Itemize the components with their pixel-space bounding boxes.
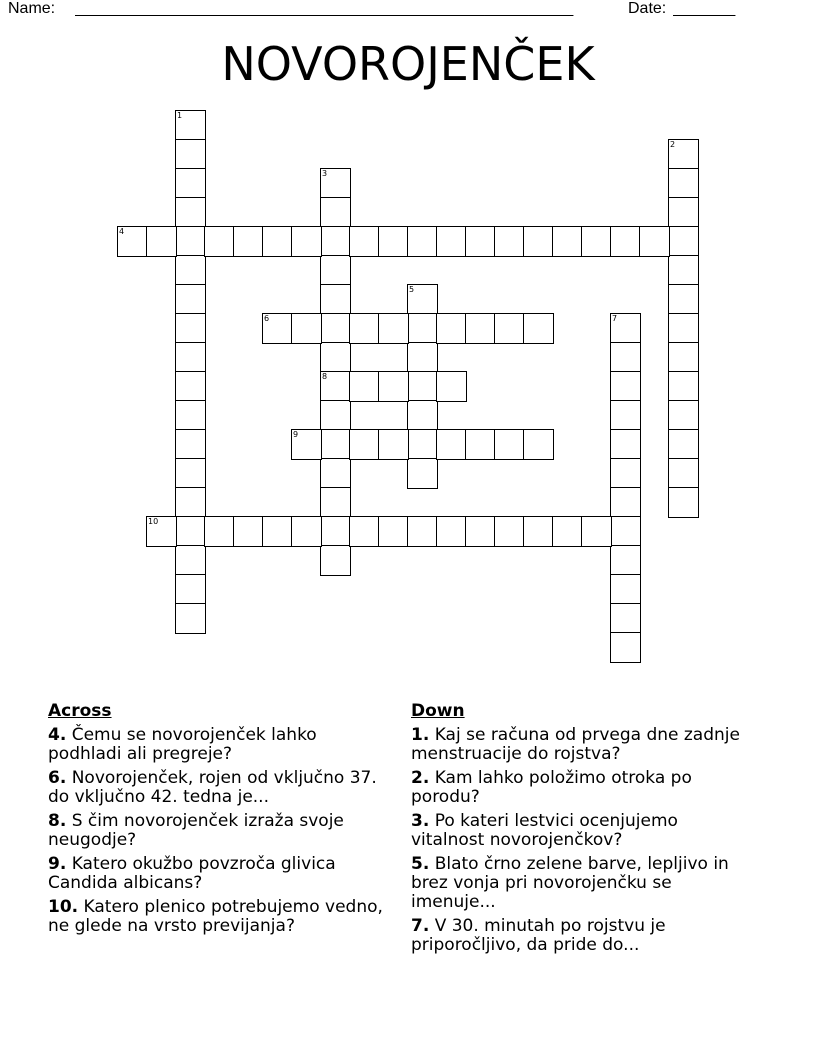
grid-cell[interactable] — [146, 226, 177, 257]
grid-cell[interactable] — [407, 342, 438, 373]
grid-cell[interactable] — [407, 429, 438, 460]
grid-cell[interactable] — [407, 516, 438, 547]
grid-cell[interactable] — [175, 458, 206, 489]
grid-cell[interactable] — [233, 226, 264, 257]
grid-cell[interactable] — [668, 168, 699, 199]
grid-cell[interactable] — [610, 545, 641, 576]
cell-number: 2 — [670, 140, 676, 149]
across-heading: Across — [48, 701, 112, 721]
clue-number: 10. — [48, 897, 79, 917]
grid-cell[interactable] — [668, 197, 699, 228]
cell-number: 1 — [177, 111, 183, 120]
clue-across-10 — [48, 898, 393, 936]
clue-down-3 — [411, 812, 741, 850]
grid-cell[interactable] — [407, 400, 438, 431]
clue-across-8 — [48, 812, 393, 850]
grid-cell[interactable] — [175, 545, 206, 576]
grid-cell[interactable] — [378, 226, 409, 257]
clue-text: V 30. minutah po rojstvu je priporočljivo, da pride do... — [411, 916, 666, 955]
cell-number: 9 — [293, 430, 299, 439]
grid-cell[interactable] — [175, 603, 206, 634]
grid-cell[interactable] — [320, 313, 351, 344]
grid-cell[interactable] — [668, 139, 699, 170]
grid-cell[interactable] — [407, 226, 438, 257]
grid-cell[interactable] — [668, 255, 699, 286]
clue-down-7 — [411, 917, 741, 955]
grid-cell[interactable] — [436, 371, 467, 402]
grid-cell[interactable] — [175, 429, 206, 460]
date-line[interactable]: _______ — [673, 0, 736, 17]
name-line[interactable]: ________________________________________________________ — [75, 0, 574, 17]
grid-cell[interactable] — [175, 371, 206, 402]
grid-cell[interactable] — [610, 632, 641, 663]
grid-cell[interactable] — [639, 226, 670, 257]
clue-number: 3. — [411, 811, 430, 831]
clue-across-6 — [48, 769, 393, 807]
grid-cell[interactable] — [610, 516, 641, 547]
grid-cell[interactable] — [610, 487, 641, 518]
grid-cell[interactable] — [668, 313, 699, 344]
grid-cell[interactable] — [668, 487, 699, 518]
grid-cell[interactable] — [610, 574, 641, 605]
clue-across-4 — [48, 726, 393, 764]
clue-number: 5. — [411, 854, 430, 874]
grid-cell[interactable] — [175, 487, 206, 518]
grid-cell[interactable] — [465, 226, 496, 257]
grid-cell[interactable] — [320, 400, 351, 431]
grid-cell[interactable] — [175, 284, 206, 315]
grid-cell[interactable] — [291, 516, 322, 547]
cell-number: 8 — [322, 372, 328, 381]
grid-cell[interactable] — [523, 226, 554, 257]
clue-text: Katero plenico potrebujemo vedno, ne glede na vrsto previjanja? — [48, 897, 383, 936]
grid-cell[interactable] — [436, 226, 467, 257]
grid-cell[interactable] — [349, 313, 380, 344]
grid-cell[interactable] — [204, 516, 235, 547]
grid-cell[interactable] — [117, 226, 148, 257]
grid-cell[interactable] — [494, 226, 525, 257]
grid-cell[interactable] — [175, 516, 206, 547]
clue-text: Novorojenček, rojen od vključno 37. do vključno 42. tedna je... — [48, 768, 377, 807]
grid-cell[interactable] — [175, 110, 206, 141]
grid-cell[interactable] — [378, 313, 409, 344]
date-label: Date: — [628, 0, 667, 17]
grid-cell[interactable] — [320, 197, 351, 228]
grid-cell[interactable] — [552, 516, 583, 547]
grid-cell[interactable] — [436, 516, 467, 547]
clue-text: Kaj se računa od prvega dne zadnje menstruacije do rojstva? — [411, 725, 740, 764]
grid-cell[interactable] — [407, 458, 438, 489]
grid-cell[interactable] — [378, 516, 409, 547]
grid-cell[interactable] — [581, 226, 612, 257]
clue-down-2 — [411, 769, 741, 807]
grid-cell[interactable] — [523, 313, 554, 344]
grid-cell[interactable] — [262, 226, 293, 257]
grid-cell[interactable] — [610, 458, 641, 489]
grid-cell[interactable] — [523, 429, 554, 460]
grid-cell[interactable] — [494, 516, 525, 547]
grid-cell[interactable] — [494, 429, 525, 460]
clue-number: 6. — [48, 768, 67, 788]
grid-cell[interactable] — [610, 429, 641, 460]
grid-cell[interactable] — [320, 284, 351, 315]
cell-number: 3 — [322, 169, 328, 178]
grid-cell[interactable] — [610, 226, 641, 257]
grid-cell[interactable] — [668, 400, 699, 431]
grid-cell[interactable] — [668, 371, 699, 402]
grid-cell[interactable] — [610, 371, 641, 402]
clue-text: Kam lahko položimo otroka po porodu? — [411, 768, 692, 807]
clue-number: 2. — [411, 768, 430, 788]
grid-cell[interactable] — [668, 342, 699, 373]
cell-number: 5 — [409, 285, 415, 294]
grid-cell[interactable] — [349, 516, 380, 547]
grid-cell[interactable] — [320, 342, 351, 373]
grid-cell[interactable] — [204, 226, 235, 257]
grid-cell[interactable] — [668, 226, 699, 257]
clue-number: 9. — [48, 854, 67, 874]
grid-cell[interactable] — [320, 168, 351, 199]
grid-cell[interactable] — [291, 429, 322, 460]
grid-cell[interactable] — [407, 284, 438, 315]
grid-cell[interactable] — [436, 429, 467, 460]
grid-cell[interactable] — [233, 516, 264, 547]
grid-cell[interactable] — [262, 313, 293, 344]
grid-cell[interactable] — [436, 313, 467, 344]
cell-number: 7 — [612, 314, 618, 323]
grid-cell[interactable] — [320, 255, 351, 286]
across-clues — [48, 702, 393, 941]
clue-number: 7. — [411, 916, 430, 936]
grid-cell[interactable] — [465, 516, 496, 547]
grid-cell[interactable] — [175, 313, 206, 344]
grid-cell[interactable] — [668, 284, 699, 315]
clue-text: Čemu se novorojenček lahko podhladi ali pregreje? — [48, 725, 317, 764]
clue-down-1 — [411, 726, 741, 764]
grid-cell[interactable] — [320, 458, 351, 489]
clue-text: S čim novorojenček izraža svoje neugodje? — [48, 811, 344, 850]
grid-cell[interactable] — [349, 226, 380, 257]
grid-cell[interactable] — [146, 516, 177, 547]
grid-cell[interactable] — [407, 371, 438, 402]
down-heading: Down — [411, 701, 465, 721]
grid-cell[interactable] — [175, 342, 206, 373]
grid-cell[interactable] — [378, 371, 409, 402]
grid-cell[interactable] — [494, 313, 525, 344]
grid-cell[interactable] — [175, 400, 206, 431]
grid-cell[interactable] — [523, 516, 554, 547]
grid-cell[interactable] — [320, 487, 351, 518]
grid-cell[interactable] — [349, 429, 380, 460]
grid-cell[interactable] — [610, 342, 641, 373]
grid-cell[interactable] — [320, 226, 351, 257]
grid-cell[interactable] — [552, 226, 583, 257]
grid-cell[interactable] — [581, 516, 612, 547]
grid-cell[interactable] — [175, 574, 206, 605]
grid-cell[interactable] — [610, 400, 641, 431]
down-clues — [411, 702, 741, 960]
grid-cell[interactable] — [407, 313, 438, 344]
grid-cell[interactable] — [175, 226, 206, 257]
grid-cell[interactable] — [378, 429, 409, 460]
grid-cell[interactable] — [465, 429, 496, 460]
grid-cell[interactable] — [291, 226, 322, 257]
name-label: Name: — [8, 0, 56, 17]
grid-cell[interactable] — [175, 139, 206, 170]
clue-text: Katero okužbo povzroča glivica Candida albicans? — [48, 854, 336, 893]
grid-cell[interactable] — [262, 516, 293, 547]
clue-number: 1. — [411, 725, 430, 745]
clue-text: Blato črno zelene barve, lepljivo in brez vonja pri novorojenčku se imenuje... — [411, 854, 729, 912]
grid-cell[interactable] — [668, 458, 699, 489]
grid-cell[interactable] — [610, 603, 641, 634]
cell-number: 10 — [148, 517, 159, 526]
grid-cell[interactable] — [668, 429, 699, 460]
grid-cell[interactable] — [320, 371, 351, 402]
grid-cell[interactable] — [320, 545, 351, 576]
page-title: NOVOROJENČEK — [221, 37, 595, 91]
clue-number: 4. — [48, 725, 67, 745]
clue-number: 8. — [48, 811, 67, 831]
grid-cell[interactable] — [465, 313, 496, 344]
cell-number: 4 — [119, 227, 125, 236]
clue-across-9 — [48, 855, 393, 893]
grid-cell[interactable] — [291, 313, 322, 344]
clue-down-5 — [411, 855, 741, 912]
clue-text: Po kateri lestvici ocenjujemo vitalnost novorojenčkov? — [411, 811, 678, 850]
grid-cell[interactable] — [175, 255, 206, 286]
grid-cell[interactable] — [610, 313, 641, 344]
grid-cell[interactable] — [320, 429, 351, 460]
grid-cell[interactable] — [320, 516, 351, 547]
grid-cell[interactable] — [175, 197, 206, 228]
cell-number: 6 — [264, 314, 270, 323]
grid-cell[interactable] — [175, 168, 206, 199]
grid-cell[interactable] — [349, 371, 380, 402]
